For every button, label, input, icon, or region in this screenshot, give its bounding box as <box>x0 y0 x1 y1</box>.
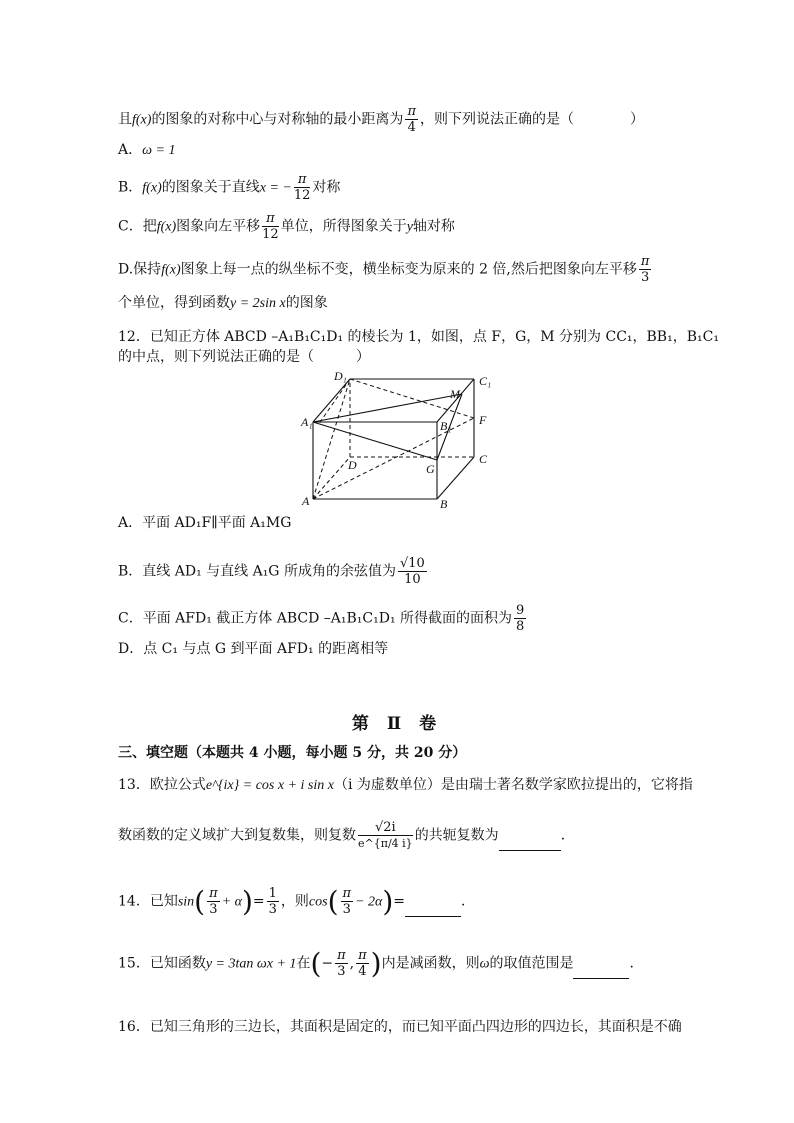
pi-over-12: $\frac{\pi}{12}$ <box>293 172 311 203</box>
q16-line: 16．已知三角形的三边长，其面积是固定的，而已知平面凸四边形的四边长，其面积是不确 <box>118 1019 682 1035</box>
label-a: A <box>302 494 310 508</box>
q11-option-a: A．ω = 1 <box>118 142 176 158</box>
pi-over-4-b: $\frac{\pi}{4}$ <box>358 948 367 979</box>
q12-option-d: D．点 C₁ 与点 G 到平面 AFD₁ 的距离相等 <box>118 641 389 657</box>
pi-over-3-a: $\frac{\pi}{3}$ <box>209 886 218 917</box>
label-f: F <box>479 413 487 427</box>
hidden-a-d <box>313 457 350 499</box>
answer-blank-13[interactable] <box>499 850 561 851</box>
answer-blank-14[interactable] <box>405 916 461 917</box>
label-g: G <box>426 462 435 476</box>
q12-stem-line1: 12．已知正方体 ABCD –A₁B₁C₁D₁ 的棱长为 1，如图，点 F，G，M 分别为 CC₁，BB₁，B₁C₁ <box>118 329 719 345</box>
q13-line1: 13．欧拉公式e^{ix} = cos x + i sin x（i 为虚数单位）是由瑞士著名数学家欧拉提出的，它将指 <box>118 777 693 793</box>
q11-option-d-cont: 个单位，得到函数y = 2sin x的图象 <box>118 295 328 311</box>
q13-fraction: $\frac{√2i}{e\^{}\{\pi/4 i\}}$ <box>358 820 413 850</box>
label-a1: A₁ <box>301 415 313 429</box>
one-third: $\frac{1}{3}$ <box>268 886 277 917</box>
section-title: 三、填空题（本题共 4 小题，每小题 5 分，共 20 分） <box>118 745 467 761</box>
hidden-a-d1 <box>313 379 350 499</box>
q13-line2: 数函数的定义域扩大到复数集，则复数 $\frac{√2i}{e\^{}\{\pi/4 i\}}$ 的共轭复数为 ． <box>118 820 575 850</box>
edge-b-c <box>437 457 474 499</box>
q12-option-b: B．直线 AD₁ 与直线 A₁G 所成角的余弦值为 $\frac{√10}{10}$ <box>118 556 425 587</box>
pi-over-3-c: $\frac{\pi}{3}$ <box>337 948 346 979</box>
label-c1: C₁ <box>479 374 492 388</box>
label-c: C <box>479 452 488 466</box>
label-b1: B₁ <box>440 419 452 433</box>
label-b: B <box>440 497 448 511</box>
answer-blank-15[interactable] <box>573 978 629 979</box>
q11-option-c: C．把f(x)图象向左平移 $\frac{\pi}{12}$ 单位，所得图象关于y轴对称 <box>118 211 455 242</box>
q12-option-c: C．平面 AFD₁ 截正方体 ABCD –A₁B₁C₁D₁ 所得截面的面积为 $\frac{9}{8}$ <box>118 603 525 634</box>
part-heading: 第 Ⅱ 卷 <box>351 714 443 734</box>
pi-over-12-c: $\frac{\pi}{12}$ <box>262 211 279 242</box>
pi-over-3: $\frac{\pi}{3}$ <box>640 254 650 285</box>
label-d: D <box>348 458 357 472</box>
pi-over-3-b: $\frac{\pi}{3}$ <box>342 886 352 917</box>
cube-figure <box>0 365 794 515</box>
q15-line: 15．已知函数y = 3tan ωx + 1在(− $\frac{\pi}{3}$ , $\frac{\pi}{4}$ )内是减函数，则ω的取值范围是 ． <box>118 946 644 980</box>
pi-over-4: $\frac{\pi}{4}$ <box>407 104 416 135</box>
q12-stem-line2: 的中点，则下列说法正确的是（ ） <box>118 349 370 365</box>
q14-line: 14．已知sin( $\frac{\pi}{3}$ + α)= $\frac{1}{3}$ ，则cos( $\frac{\pi}{3}$ − 2α)= ． <box>118 884 476 918</box>
q11-option-d: D.保持f(x)图象上每一点的纵坐标不变，横坐标变为原来的 2 倍,然后把图象向左平移 $\frac{\pi}{3}$ <box>118 254 650 285</box>
q12-option-a: A．平面 AD₁F∥平面 A₁MG <box>118 515 292 531</box>
label-d1: D₁ <box>334 369 347 383</box>
label-m: M <box>450 387 460 401</box>
sqrt10-over-10: $\frac{√10}{10}$ <box>399 556 425 587</box>
q11-stem: 且f(x)的图象的对称中心与对称轴的最小距离为 $\frac{\pi}{4}$ ，则下列说法正确的是（ ） <box>118 104 644 135</box>
nine-over-eight: $\frac{9}{8}$ <box>516 603 525 634</box>
line-a1-m <box>313 394 462 422</box>
line-a1-g <box>313 422 437 460</box>
q11-option-b: B．f(x)的图象关于直线x = − $\frac{\pi}{12}$ 对称 <box>118 172 341 203</box>
